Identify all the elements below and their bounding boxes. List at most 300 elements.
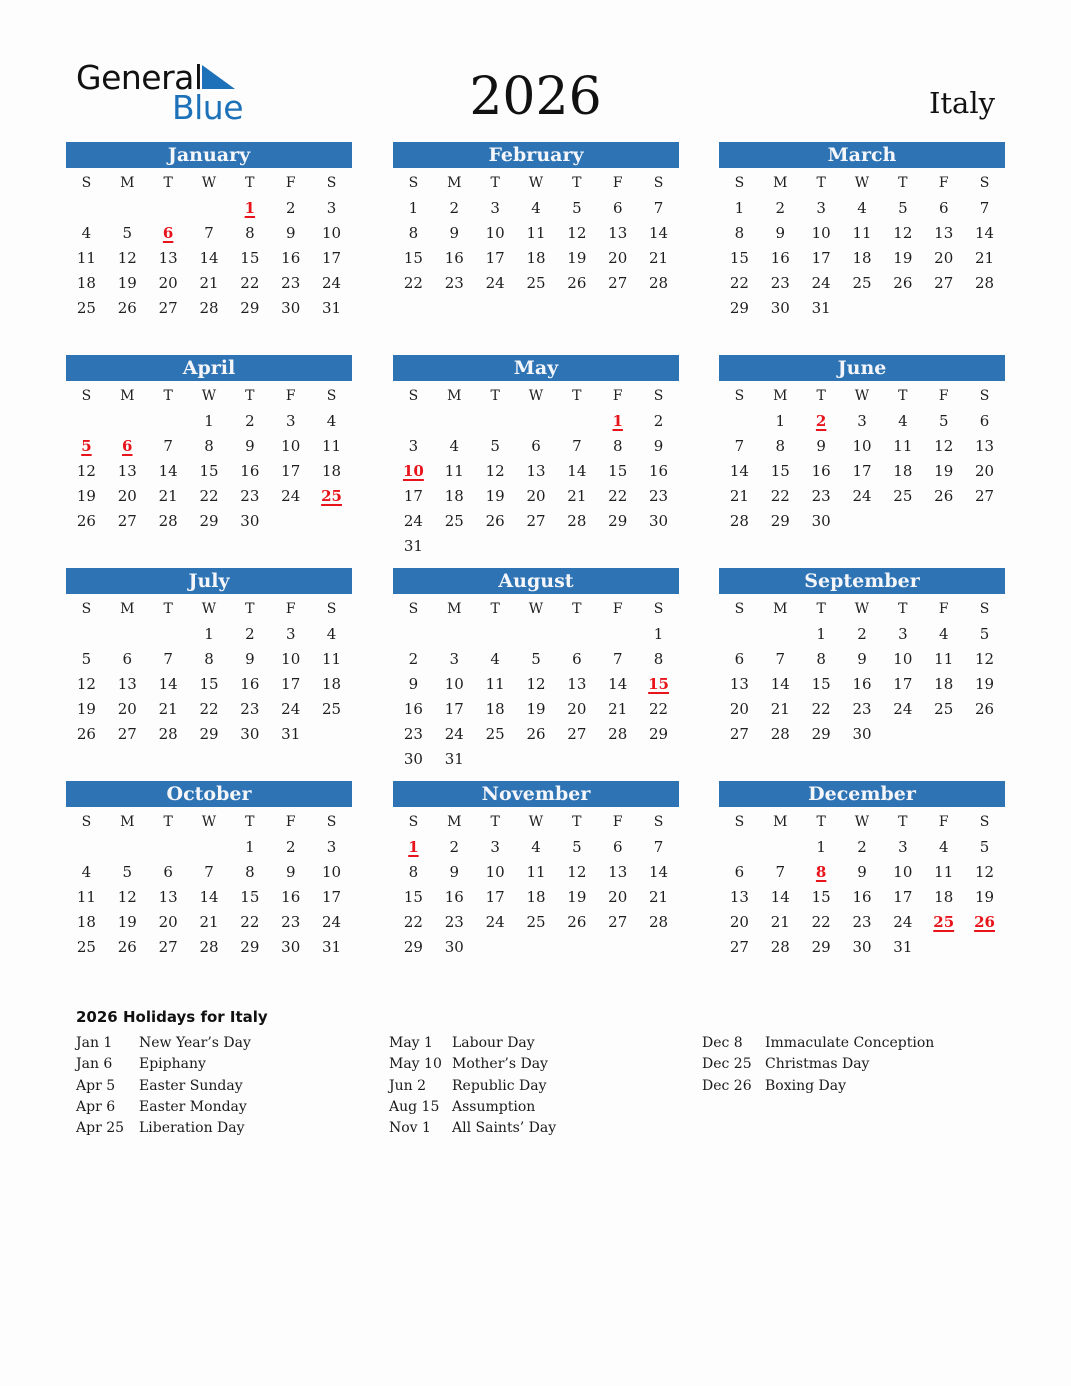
weekday-label: W bbox=[528, 601, 544, 617]
date-cell: 12 bbox=[76, 675, 96, 693]
date-cell: 19 bbox=[567, 249, 587, 267]
weekday-label: S bbox=[653, 814, 664, 830]
date-cell: 26 bbox=[117, 938, 137, 956]
date-cell: 28 bbox=[158, 725, 178, 743]
empty-cell bbox=[148, 622, 189, 647]
date-cell: 24 bbox=[485, 913, 505, 931]
date-cell: 16 bbox=[403, 700, 423, 718]
month-header: April bbox=[66, 355, 352, 381]
date-cell: 10 bbox=[322, 224, 342, 242]
date-cell: 16 bbox=[852, 888, 872, 906]
holiday-name: Immaculate Conception bbox=[765, 1035, 935, 1051]
date-cell: 26 bbox=[76, 725, 96, 743]
date-cell: 20 bbox=[729, 913, 749, 931]
calendar-year: 2026 bbox=[469, 67, 602, 127]
weekday-label: T bbox=[572, 601, 582, 617]
date-cell: 12 bbox=[975, 863, 995, 881]
date-cell: 4 bbox=[326, 625, 337, 643]
date-cell: 29 bbox=[770, 512, 790, 530]
date-cell: 24 bbox=[444, 725, 464, 743]
date-cell: 9 bbox=[245, 650, 255, 668]
date-cell: 23 bbox=[240, 700, 260, 718]
date-cell: 19 bbox=[975, 675, 995, 693]
weekday-label: S bbox=[734, 175, 745, 191]
weekday-label: S bbox=[734, 814, 745, 830]
empty-cell bbox=[189, 835, 230, 860]
date-cell: 13 bbox=[608, 224, 628, 242]
date-cell: 8 bbox=[204, 437, 214, 455]
date-cell: 16 bbox=[649, 462, 669, 480]
date-cell: 20 bbox=[158, 274, 178, 292]
date-cell: 5 bbox=[490, 437, 500, 455]
date-cell: 22 bbox=[199, 487, 219, 505]
date-cell: 2 bbox=[285, 838, 296, 856]
date-cell: 25 bbox=[76, 299, 96, 317]
holiday-item bbox=[389, 1118, 556, 1139]
month-header: January bbox=[66, 142, 352, 168]
date-cell: 25 bbox=[526, 913, 546, 931]
weekday-label: M bbox=[773, 175, 788, 191]
month-november bbox=[393, 781, 679, 960]
date-cell: 7 bbox=[653, 838, 664, 856]
weekday-label: S bbox=[979, 601, 990, 617]
empty-cell bbox=[148, 835, 189, 860]
date-cell: 4 bbox=[81, 863, 92, 881]
holiday-item bbox=[389, 1033, 556, 1054]
holidays-column bbox=[702, 1033, 934, 1097]
date-cell: 8 bbox=[204, 650, 214, 668]
date-cell: 27 bbox=[975, 487, 995, 505]
date-cell: 21 bbox=[975, 249, 995, 267]
date-cell: 29 bbox=[240, 938, 260, 956]
date-cell: 2 bbox=[245, 625, 255, 643]
date-cell: 6 bbox=[572, 650, 582, 668]
month-june bbox=[719, 355, 1005, 534]
date-cell: 4 bbox=[938, 838, 949, 856]
date-cell: 22 bbox=[729, 274, 749, 292]
date-cell: 16 bbox=[240, 675, 260, 693]
holiday-date: Jun 2 bbox=[389, 1077, 427, 1094]
date-cell: 28 bbox=[649, 274, 669, 292]
weekday-label: W bbox=[528, 388, 544, 404]
date-cell: 11 bbox=[893, 437, 913, 455]
weekday-label: F bbox=[612, 388, 623, 404]
date-cell: 17 bbox=[322, 249, 342, 267]
weekday-label: W bbox=[201, 388, 217, 404]
date-cell: 26 bbox=[117, 299, 137, 317]
date-cell: 29 bbox=[403, 938, 423, 956]
holiday-date: May 1 bbox=[389, 1035, 433, 1051]
date-cell: 9 bbox=[775, 224, 786, 242]
date-cell: 27 bbox=[567, 725, 587, 743]
date-cell: 26 bbox=[975, 700, 995, 718]
date-cell: 22 bbox=[811, 913, 831, 931]
date-cell: 18 bbox=[485, 700, 505, 718]
date-cell: 23 bbox=[281, 913, 301, 931]
date-cell: 28 bbox=[608, 725, 628, 743]
date-cell: 19 bbox=[117, 274, 137, 292]
weekday-label: T bbox=[163, 601, 173, 617]
holiday-name: Republic Day bbox=[452, 1077, 547, 1094]
date-cell: 6 bbox=[531, 437, 541, 455]
month-grid bbox=[393, 594, 679, 772]
holiday-date-cell: 26 bbox=[974, 913, 995, 931]
date-cell: 21 bbox=[158, 700, 178, 718]
date-cell: 18 bbox=[934, 888, 954, 906]
date-cell: 13 bbox=[158, 888, 178, 906]
date-cell: 31 bbox=[444, 750, 464, 768]
empty-cell bbox=[66, 409, 107, 434]
date-cell: 5 bbox=[531, 650, 541, 668]
date-cell: 15 bbox=[240, 249, 260, 267]
month-grid bbox=[719, 168, 1005, 321]
weekday-label: S bbox=[979, 388, 990, 404]
weekday-label: S bbox=[326, 388, 337, 404]
date-cell: 7 bbox=[163, 650, 173, 668]
date-cell: 24 bbox=[852, 487, 872, 505]
holiday-date-cell: 5 bbox=[81, 437, 92, 455]
date-cell: 25 bbox=[485, 725, 505, 743]
weekday-label: T bbox=[816, 388, 826, 404]
date-cell: 24 bbox=[281, 700, 301, 718]
date-cell: 11 bbox=[852, 224, 872, 242]
weekday-label: T bbox=[245, 175, 255, 191]
weekday-label: S bbox=[326, 175, 337, 191]
date-cell: 23 bbox=[811, 487, 831, 505]
empty-cell bbox=[66, 196, 107, 221]
date-cell: 24 bbox=[811, 274, 831, 292]
date-cell: 9 bbox=[653, 437, 664, 455]
date-cell: 22 bbox=[240, 274, 260, 292]
date-cell: 10 bbox=[893, 650, 913, 668]
date-cell: 16 bbox=[240, 462, 260, 480]
date-cell: 24 bbox=[485, 274, 505, 292]
date-cell: 12 bbox=[893, 224, 913, 242]
date-cell: 3 bbox=[449, 650, 460, 668]
holiday-item bbox=[702, 1033, 934, 1054]
date-cell: 23 bbox=[852, 913, 872, 931]
date-cell: 24 bbox=[893, 700, 913, 718]
date-cell: 1 bbox=[775, 412, 786, 430]
date-cell: 27 bbox=[117, 725, 137, 743]
month-header: November bbox=[393, 781, 679, 807]
weekday-label: W bbox=[201, 601, 217, 617]
holiday-name: Easter Monday bbox=[139, 1098, 247, 1115]
date-cell: 17 bbox=[852, 462, 872, 480]
holiday-date-cell: 1 bbox=[244, 199, 256, 217]
date-cell: 23 bbox=[444, 913, 464, 931]
holiday-name: Boxing Day bbox=[765, 1077, 846, 1094]
date-cell: 3 bbox=[898, 838, 908, 856]
empty-cell bbox=[719, 835, 760, 860]
date-cell: 3 bbox=[326, 838, 337, 856]
date-cell: 3 bbox=[857, 412, 867, 430]
country-name: Italy bbox=[928, 86, 995, 120]
date-cell: 11 bbox=[526, 863, 546, 881]
date-cell: 18 bbox=[893, 462, 913, 480]
date-cell: 10 bbox=[322, 863, 342, 881]
date-cell: 17 bbox=[281, 462, 301, 480]
month-grid bbox=[393, 807, 679, 960]
date-cell: 13 bbox=[117, 462, 137, 480]
date-cell: 16 bbox=[444, 888, 464, 906]
month-may bbox=[393, 355, 679, 559]
date-cell: 28 bbox=[199, 299, 219, 317]
weekday-label: S bbox=[408, 814, 419, 830]
weekday-label: S bbox=[81, 175, 92, 191]
empty-cell bbox=[434, 409, 475, 434]
date-cell: 11 bbox=[485, 675, 505, 693]
logo-text-blue: Blue bbox=[172, 88, 244, 127]
date-cell: 24 bbox=[281, 487, 301, 505]
empty-cell bbox=[556, 409, 597, 434]
holiday-item bbox=[389, 1054, 556, 1075]
date-cell: 6 bbox=[734, 863, 745, 881]
holiday-date-cell: 25 bbox=[321, 487, 342, 505]
holiday-name: All Saints’ Day bbox=[452, 1120, 557, 1137]
date-cell: 30 bbox=[403, 750, 423, 768]
date-cell: 14 bbox=[199, 888, 219, 906]
weekday-label: W bbox=[201, 175, 217, 191]
date-cell: 27 bbox=[729, 725, 749, 743]
date-cell: 2 bbox=[857, 838, 867, 856]
date-cell: 15 bbox=[240, 888, 260, 906]
date-cell: 28 bbox=[729, 512, 749, 530]
date-cell: 11 bbox=[526, 224, 546, 242]
holiday-date: Jan 6 bbox=[76, 1056, 113, 1073]
date-cell: 25 bbox=[444, 512, 464, 530]
date-cell: 30 bbox=[240, 512, 260, 530]
date-cell: 22 bbox=[608, 487, 628, 505]
holiday-date: Jan 1 bbox=[76, 1035, 113, 1051]
holidays-column bbox=[389, 1033, 556, 1139]
date-cell: 20 bbox=[975, 462, 995, 480]
date-cell: 1 bbox=[204, 412, 214, 430]
weekday-label: T bbox=[572, 814, 582, 830]
date-cell: 11 bbox=[322, 437, 342, 455]
date-cell: 20 bbox=[729, 700, 749, 718]
date-cell: 1 bbox=[408, 199, 419, 217]
empty-cell bbox=[66, 622, 107, 647]
date-cell: 27 bbox=[158, 938, 178, 956]
date-cell: 4 bbox=[898, 412, 908, 430]
weekday-label: M bbox=[447, 601, 462, 617]
date-cell: 21 bbox=[199, 913, 219, 931]
weekday-label: T bbox=[490, 175, 500, 191]
date-cell: 25 bbox=[526, 274, 546, 292]
date-cell: 22 bbox=[649, 700, 669, 718]
weekday-label: F bbox=[285, 388, 296, 404]
empty-cell bbox=[760, 835, 801, 860]
date-cell: 6 bbox=[612, 199, 623, 217]
date-cell: 1 bbox=[816, 838, 826, 856]
empty-cell bbox=[107, 835, 148, 860]
weekday-label: F bbox=[285, 814, 296, 830]
empty-cell bbox=[516, 409, 557, 434]
holiday-item bbox=[702, 1054, 934, 1075]
month-header: August bbox=[393, 568, 679, 594]
date-cell: 28 bbox=[567, 512, 587, 530]
holiday-item bbox=[389, 1076, 556, 1097]
empty-cell bbox=[148, 409, 189, 434]
date-cell: 2 bbox=[449, 199, 460, 217]
date-cell: 21 bbox=[649, 888, 669, 906]
weekday-label: M bbox=[773, 814, 788, 830]
date-cell: 21 bbox=[608, 700, 628, 718]
date-cell: 5 bbox=[572, 199, 582, 217]
date-cell: 26 bbox=[485, 512, 505, 530]
month-header: October bbox=[66, 781, 352, 807]
date-cell: 18 bbox=[322, 462, 342, 480]
date-cell: 2 bbox=[449, 838, 460, 856]
date-cell: 8 bbox=[408, 863, 419, 881]
date-cell: 27 bbox=[934, 274, 954, 292]
holiday-date-cell: 1 bbox=[612, 412, 623, 430]
date-cell: 13 bbox=[608, 863, 628, 881]
date-cell: 16 bbox=[770, 249, 790, 267]
month-february bbox=[393, 142, 679, 296]
month-header: February bbox=[393, 142, 679, 168]
date-cell: 5 bbox=[898, 199, 908, 217]
date-cell: 12 bbox=[567, 863, 587, 881]
weekday-label: M bbox=[120, 175, 135, 191]
month-header: May bbox=[393, 355, 679, 381]
date-cell: 7 bbox=[612, 650, 623, 668]
date-cell: 25 bbox=[322, 700, 342, 718]
date-cell: 21 bbox=[567, 487, 587, 505]
date-cell: 8 bbox=[245, 224, 255, 242]
weekday-label: T bbox=[816, 175, 826, 191]
date-cell: 8 bbox=[408, 224, 419, 242]
weekday-label: S bbox=[734, 601, 745, 617]
date-cell: 14 bbox=[567, 462, 587, 480]
date-cell: 30 bbox=[240, 725, 260, 743]
month-april bbox=[66, 355, 352, 534]
weekday-label: T bbox=[898, 388, 908, 404]
date-cell: 12 bbox=[76, 462, 96, 480]
date-cell: 14 bbox=[770, 888, 790, 906]
date-cell: 1 bbox=[653, 625, 664, 643]
date-cell: 11 bbox=[322, 650, 342, 668]
empty-cell bbox=[107, 622, 148, 647]
weekday-label: T bbox=[490, 814, 500, 830]
weekday-label: W bbox=[528, 814, 544, 830]
date-cell: 4 bbox=[857, 199, 867, 217]
weekday-label: F bbox=[612, 175, 623, 191]
date-cell: 6 bbox=[163, 863, 173, 881]
holiday-date: May 10 bbox=[389, 1056, 442, 1073]
date-cell: 20 bbox=[567, 700, 587, 718]
date-cell: 22 bbox=[240, 913, 260, 931]
empty-cell bbox=[597, 622, 638, 647]
date-cell: 15 bbox=[199, 675, 219, 693]
date-cell: 29 bbox=[649, 725, 669, 743]
weekday-label: S bbox=[653, 601, 664, 617]
date-cell: 13 bbox=[567, 675, 587, 693]
date-cell: 30 bbox=[281, 299, 301, 317]
date-cell: 21 bbox=[199, 274, 219, 292]
date-cell: 4 bbox=[938, 625, 949, 643]
logo-text-general: General bbox=[76, 58, 203, 97]
date-cell: 29 bbox=[240, 299, 260, 317]
date-cell: 2 bbox=[653, 412, 664, 430]
date-cell: 21 bbox=[649, 249, 669, 267]
date-cell: 2 bbox=[775, 199, 786, 217]
date-cell: 5 bbox=[122, 863, 133, 881]
month-header: June bbox=[719, 355, 1005, 381]
date-cell: 13 bbox=[729, 888, 749, 906]
date-cell: 8 bbox=[816, 650, 826, 668]
date-cell: 22 bbox=[811, 700, 831, 718]
date-cell: 3 bbox=[285, 412, 296, 430]
date-cell: 17 bbox=[403, 487, 423, 505]
empty-cell bbox=[760, 622, 801, 647]
holiday-item bbox=[389, 1097, 556, 1118]
date-cell: 31 bbox=[322, 938, 342, 956]
date-cell: 19 bbox=[76, 487, 96, 505]
date-cell: 4 bbox=[449, 437, 460, 455]
weekday-label: W bbox=[854, 601, 870, 617]
date-cell: 16 bbox=[811, 462, 831, 480]
date-cell: 6 bbox=[122, 650, 133, 668]
date-cell: 22 bbox=[403, 274, 423, 292]
weekday-label: T bbox=[816, 601, 826, 617]
date-cell: 5 bbox=[979, 625, 990, 643]
weekday-label: S bbox=[81, 601, 92, 617]
date-cell: 2 bbox=[857, 625, 867, 643]
holidays-column bbox=[76, 1033, 251, 1139]
date-cell: 17 bbox=[485, 249, 505, 267]
date-cell: 15 bbox=[199, 462, 219, 480]
date-cell: 26 bbox=[526, 725, 546, 743]
date-cell: 17 bbox=[893, 888, 913, 906]
date-cell: 18 bbox=[526, 249, 546, 267]
date-cell: 17 bbox=[444, 700, 464, 718]
date-cell: 10 bbox=[281, 437, 301, 455]
date-cell: 6 bbox=[612, 838, 623, 856]
date-cell: 21 bbox=[770, 913, 790, 931]
date-cell: 10 bbox=[485, 863, 505, 881]
holiday-name: Assumption bbox=[452, 1098, 536, 1115]
date-cell: 29 bbox=[811, 725, 831, 743]
holiday-date: Nov 1 bbox=[389, 1120, 431, 1137]
month-grid bbox=[66, 168, 352, 321]
weekday-label: W bbox=[201, 814, 217, 830]
date-cell: 9 bbox=[449, 863, 460, 881]
weekday-label: T bbox=[490, 601, 500, 617]
date-cell: 18 bbox=[76, 274, 96, 292]
date-cell: 1 bbox=[204, 625, 214, 643]
date-cell: 24 bbox=[403, 512, 423, 530]
date-cell: 11 bbox=[934, 863, 954, 881]
date-cell: 20 bbox=[117, 700, 137, 718]
weekday-label: T bbox=[572, 175, 582, 191]
date-cell: 7 bbox=[204, 224, 214, 242]
date-cell: 25 bbox=[893, 487, 913, 505]
date-cell: 15 bbox=[811, 888, 831, 906]
date-cell: 26 bbox=[76, 512, 96, 530]
weekday-label: F bbox=[938, 814, 949, 830]
date-cell: 17 bbox=[281, 675, 301, 693]
date-cell: 13 bbox=[975, 437, 995, 455]
weekday-label: W bbox=[528, 175, 544, 191]
date-cell: 16 bbox=[852, 675, 872, 693]
date-cell: 8 bbox=[734, 224, 745, 242]
weekday-label: S bbox=[81, 814, 92, 830]
date-cell: 30 bbox=[770, 299, 790, 317]
date-cell: 18 bbox=[852, 249, 872, 267]
date-cell: 27 bbox=[158, 299, 178, 317]
